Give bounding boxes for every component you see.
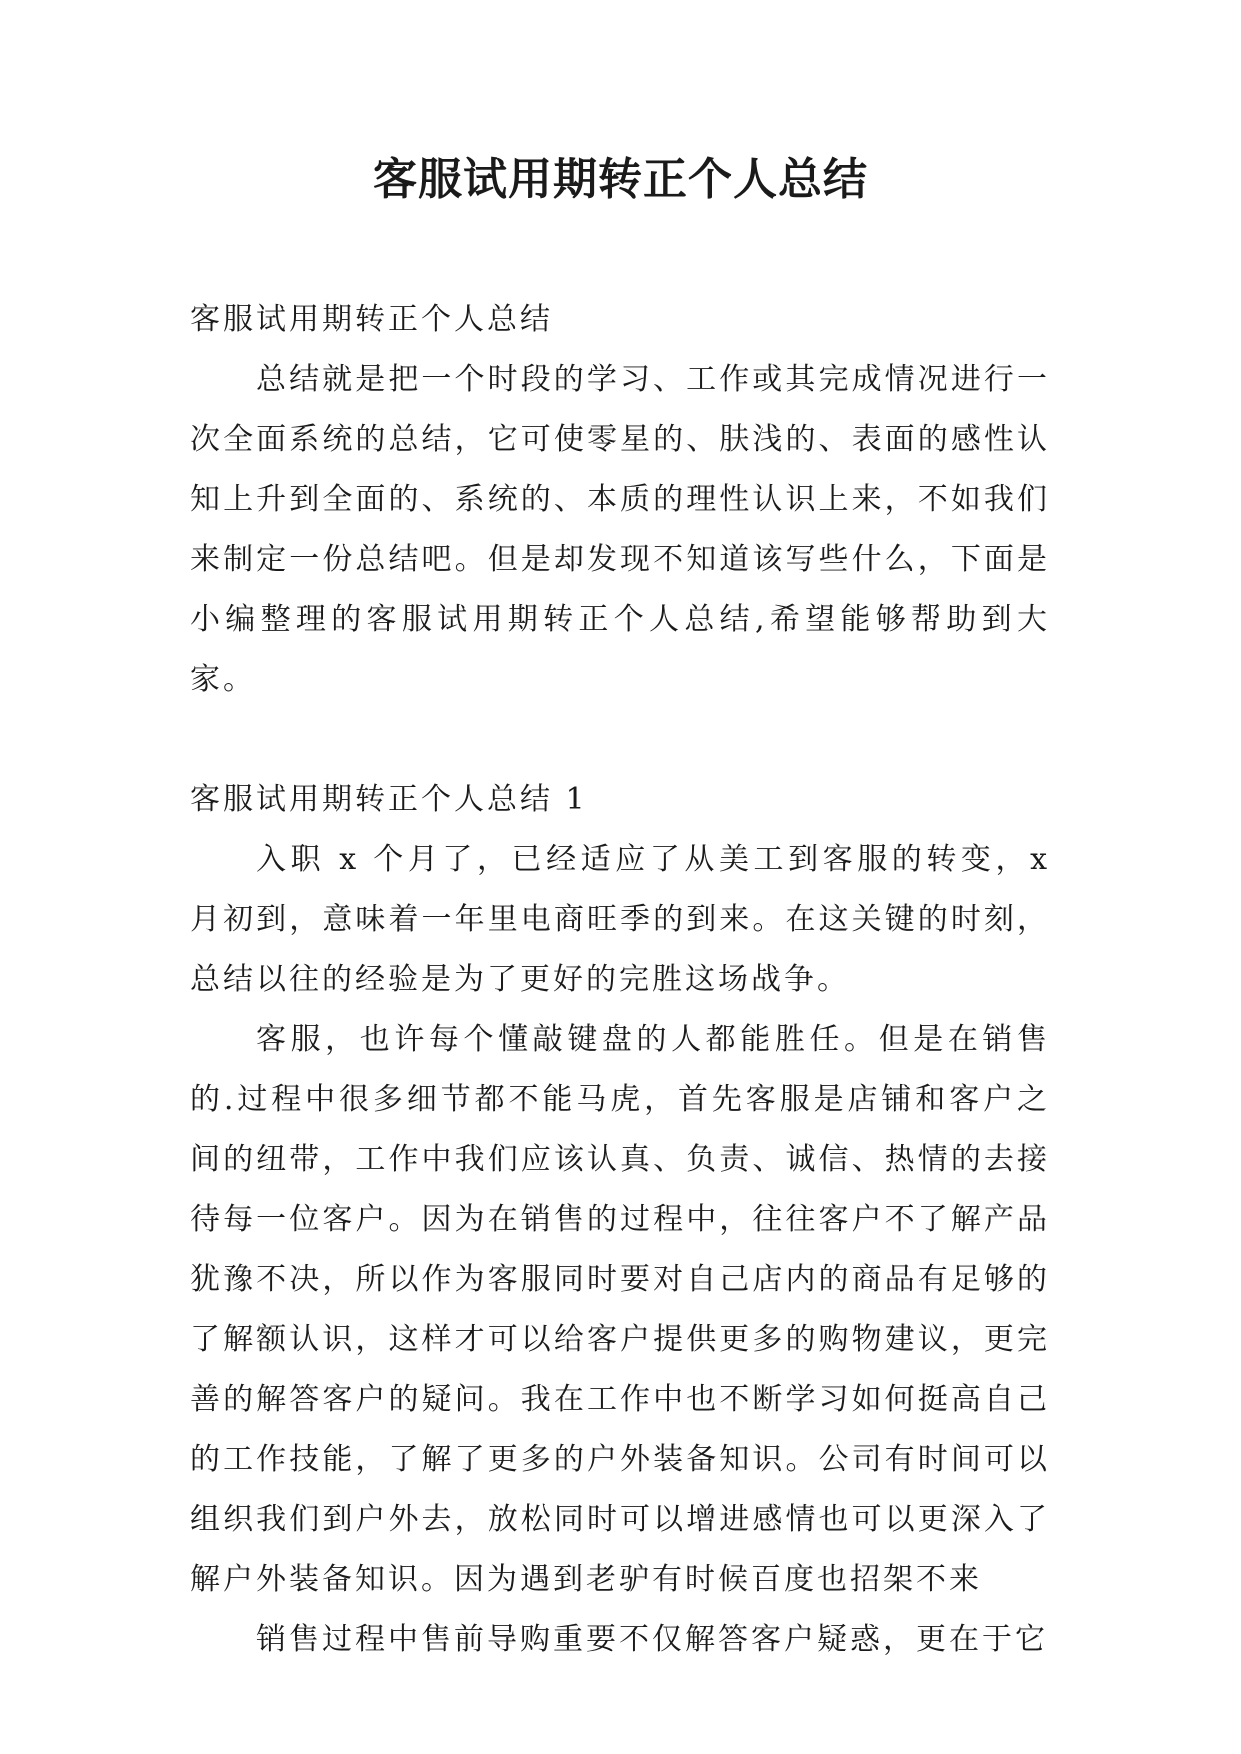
body-paragraph: 客服，也许每个懂敲键盘的人都能胜任。但是在销售的.过程中很多细节都不能马虎，首先客服是店铺和客户之间的纽带，工作中我们应该认真、负责、诚信、热情的去接待每一位客户。因为在销售的过程中，往往客户不了解产品犹豫不决，所以作为客服同时要对自己店内的商品有足够的了解额认识，这样才可以给客户提供更多的购物建议，更完善的解答客户的疑问。我在工作中也不断学习如何挺高自己的工作技能，了解了更多的户外装备知识。公司有时间可以组织我们到户外去，放松同时可以增进感情也可以更深入了解户外装备知识。因为遇到老驴有时候百度也招架不来 — [190, 1022, 1050, 1597]
intro-heading: 客服试用期转正个人总结 — [190, 302, 553, 337]
intro-paragraph: 总结就是把一个时段的学习、工作或其完成情况进行一次全面系统的总结，它可使零星的、肤浅的、表面的感性认知上升到全面的、系统的、本质的理性认识上来，不如我们来制定一份总结吧。但是却发现不知道该写些什么，下面是小编整理的客服试用期转正个人总结,希望能够帮助到大家。 — [190, 362, 1050, 697]
document-body — [190, 290, 1050, 1670]
section-spacer — [190, 710, 1050, 770]
section-heading: 客服试用期转正个人总结 1 — [190, 782, 588, 817]
body-paragraph: 销售过程中售前导购重要不仅解答客户疑惑，更在于它 — [256, 1622, 1048, 1657]
document-title: 客服试用期转正个人总结 — [373, 154, 868, 205]
body-paragraph: 入职 x 个月了，已经适应了从美工到客服的转变，x 月初到，意味着一年里电商旺季的到来。在这关键的时刻，总结以往的经验是为了更好的完胜这场战争。 — [190, 842, 1050, 997]
